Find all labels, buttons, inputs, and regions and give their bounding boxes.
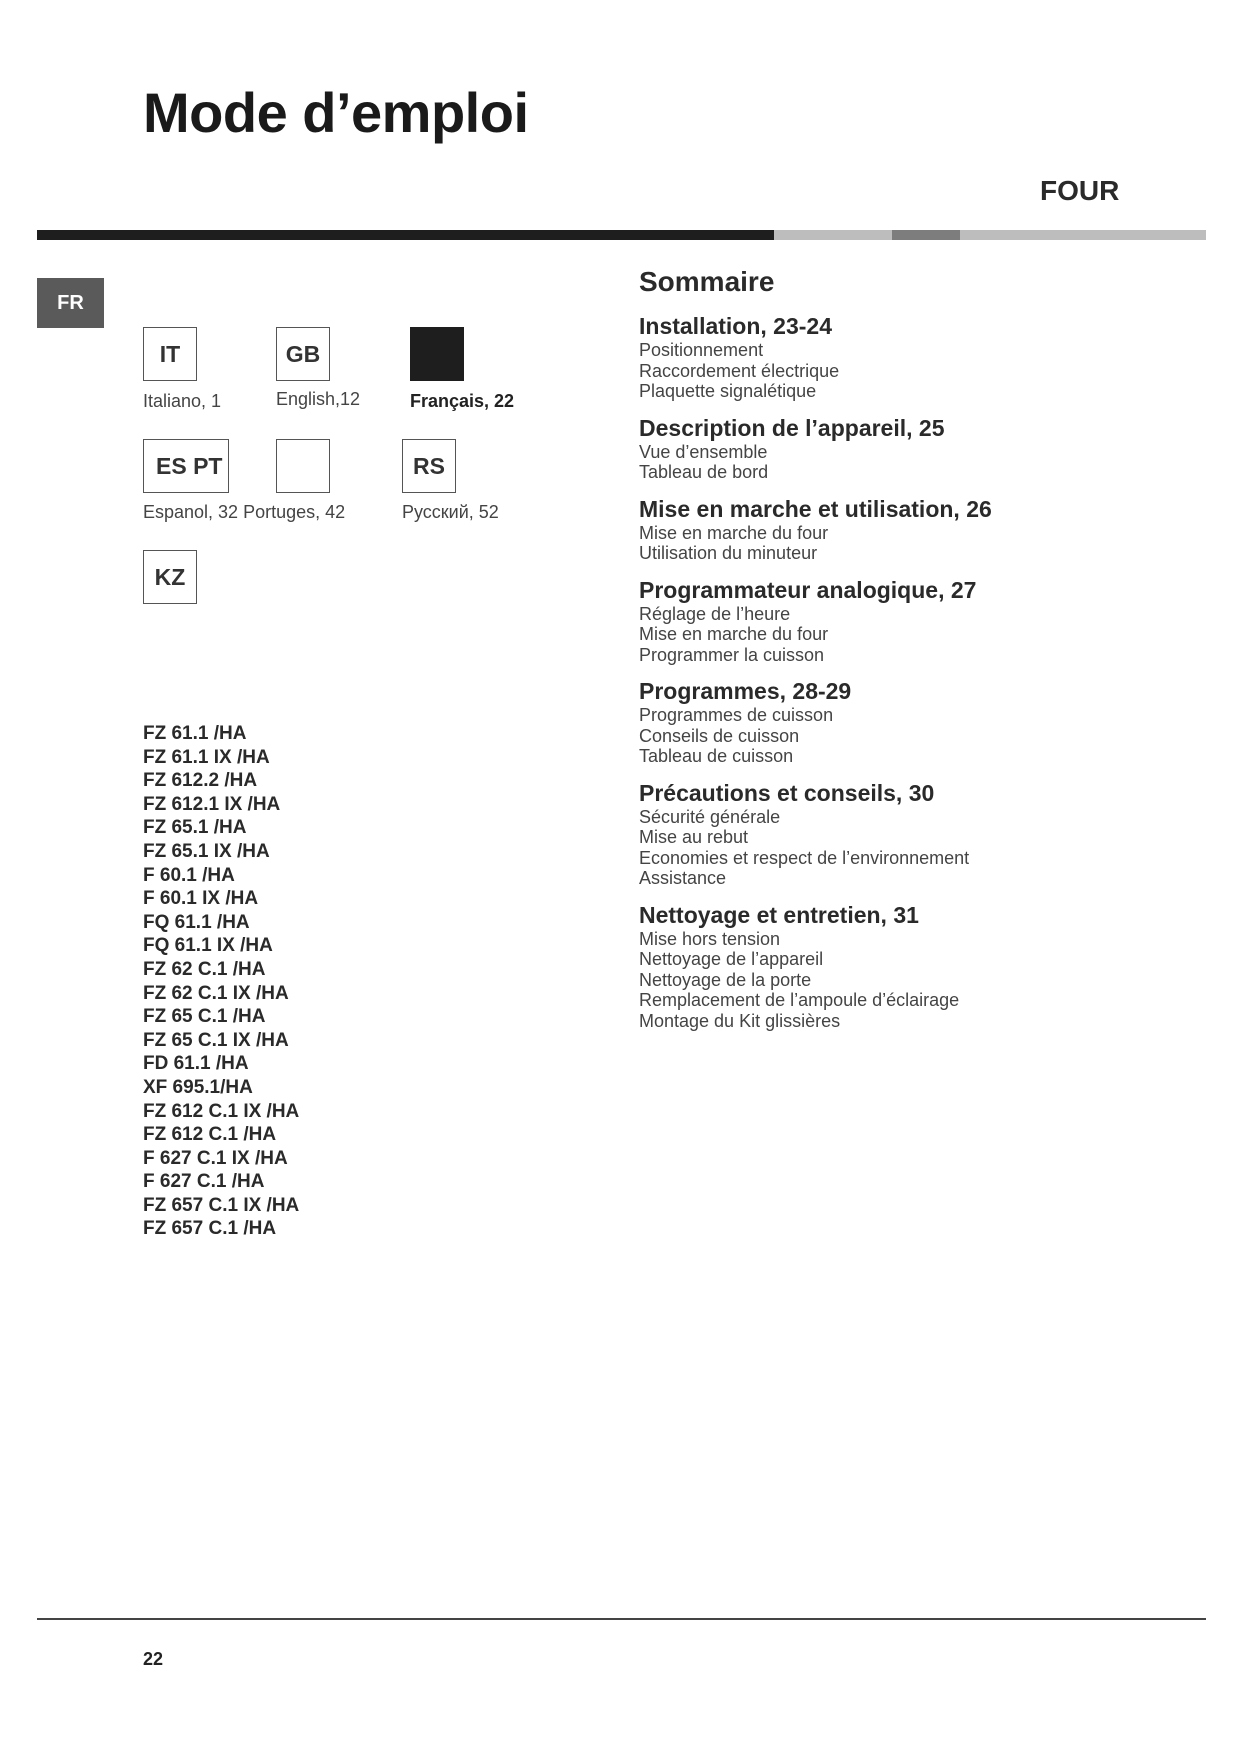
lang-box-it[interactable]: IT [143,327,197,381]
toc-item[interactable]: Utilisation du minuteur [639,543,818,563]
model-item: FZ 62 C.1 IX /HA [143,982,289,1004]
toc-item[interactable]: Tableau de cuisson [639,746,794,766]
toc-title: Sommaire [639,266,775,297]
header-rule-mid [892,230,960,240]
footer-rule [37,1618,1206,1620]
page-title: Mode d’emploi [143,81,529,144]
model-item: FQ 61.1 IX /HA [143,935,273,957]
toc-item[interactable]: Nettoyage de l’appareil [639,949,824,969]
toc-item[interactable]: Assistance [639,868,727,888]
toc-item[interactable]: Conseils de cuisson [639,725,800,746]
model-item: FD 61.1 /HA [143,1053,249,1075]
toc-section-heading[interactable]: Précautions et conseils, 30 [639,779,935,806]
toc-item[interactable]: Remplacement de l’ampoule d’éclairage [639,990,960,1010]
toc-section-heading[interactable]: Programmateur analogique, 27 [639,576,977,603]
toc-section-heading[interactable]: Programmes, 28-29 [639,678,852,704]
model-item: F 627 C.1 /HA [143,1171,265,1193]
lang-box-fr-selected[interactable] [410,327,464,381]
header-rule-light-end [960,230,1206,240]
toc-section-nettoyage [639,901,1199,1032]
page-number: 22 [143,1649,164,1669]
toc-item[interactable]: Raccordement électrique [639,360,840,381]
toc-item[interactable]: Plaquette signalétique [639,381,817,401]
model-item: FZ 612 C.1 /HA [143,1124,277,1146]
model-list [143,722,299,1241]
model-item: FZ 657 C.1 /HA [143,1218,277,1240]
toc-item[interactable]: Tableau de bord [639,462,769,482]
table-of-contents [639,266,1199,1043]
toc-item[interactable]: Nettoyage de la porte [639,969,812,990]
toc-section-heading[interactable]: Mise en marche et utilisation, 26 [639,495,992,522]
toc-item[interactable]: Réglage de l’heure [639,603,791,624]
toc-item[interactable]: Programmer la cuisson [639,644,825,665]
lang-box-gb[interactable]: GB [276,327,330,381]
toc-section-mise-en-marche [639,495,1199,564]
lang-caption-it: Italiano, 1 [143,391,222,411]
lang-box-kz[interactable]: KZ [143,550,197,604]
lang-caption-es-pt: Espanol, 32 Portuges, 42 [143,502,346,522]
model-item: FZ 61.1 IX /HA [143,746,270,768]
model-item: FZ 65.1 IX /HA [143,840,270,862]
toc-item[interactable]: Sécurité générale [639,806,781,827]
toc-item[interactable]: Economies et respect de l’environnement [639,847,970,868]
toc-section-heading[interactable]: Nettoyage et entretien, 31 [639,901,919,928]
model-item: FZ 612.2 /HA [143,770,258,792]
toc-section-heading[interactable]: Description de l’appareil, 25 [639,414,945,441]
toc-item[interactable]: Positionnement [639,340,764,360]
model-item: F 627 C.1 IX /HA [143,1147,288,1169]
model-item: FZ 657 C.1 IX /HA [143,1194,300,1216]
toc-item[interactable]: Mise au rebut [639,827,749,847]
model-item: FQ 61.1 /HA [143,911,250,933]
model-item: FZ 65.1 /HA [143,817,247,839]
header-rule-light [774,230,892,240]
lang-box-blank[interactable] [276,439,330,493]
model-item: FZ 65 C.1 /HA [143,1006,266,1028]
lang-caption-rs: Русский, 52 [402,502,499,522]
product-label: FOUR [1040,175,1120,206]
toc-item[interactable]: Mise en marche du four [639,522,829,543]
toc-item[interactable]: Montage du Kit glissières [639,1010,841,1031]
toc-section-programmateur [639,576,1199,666]
lang-box-es-pt[interactable]: ES PT [143,439,229,493]
toc-item[interactable]: Vue d’ensemble [639,441,768,462]
model-item: F 60.1 IX /HA [143,888,259,910]
toc-item[interactable]: Mise en marche du four [639,624,829,644]
language-side-tab: FR [37,278,104,328]
model-item: F 60.1 /HA [143,864,235,886]
lang-caption-gb: English,12 [276,389,361,409]
model-item: FZ 61.1 /HA [143,723,247,744]
toc-section-programmes [639,677,1199,767]
toc-section-description [639,414,1199,483]
model-item: FZ 62 C.1 /HA [143,958,266,980]
toc-item[interactable]: Mise hors tension [639,928,781,949]
toc-section-precautions [639,779,1199,889]
toc-section-heading[interactable]: Installation, 23-24 [639,313,833,339]
lang-box-rs[interactable]: RS [402,439,456,493]
toc-section-installation [639,312,1199,402]
lang-caption-fr: Français, 22 [410,391,515,411]
model-item: FZ 612.1 IX /HA [143,793,281,815]
header-rule-dark [37,230,774,240]
toc-item[interactable]: Programmes de cuisson [639,705,834,725]
model-item: FZ 65 C.1 IX /HA [143,1029,289,1051]
model-item: FZ 612 C.1 IX /HA [143,1100,300,1122]
model-item: XF 695.1/HA [143,1076,253,1098]
